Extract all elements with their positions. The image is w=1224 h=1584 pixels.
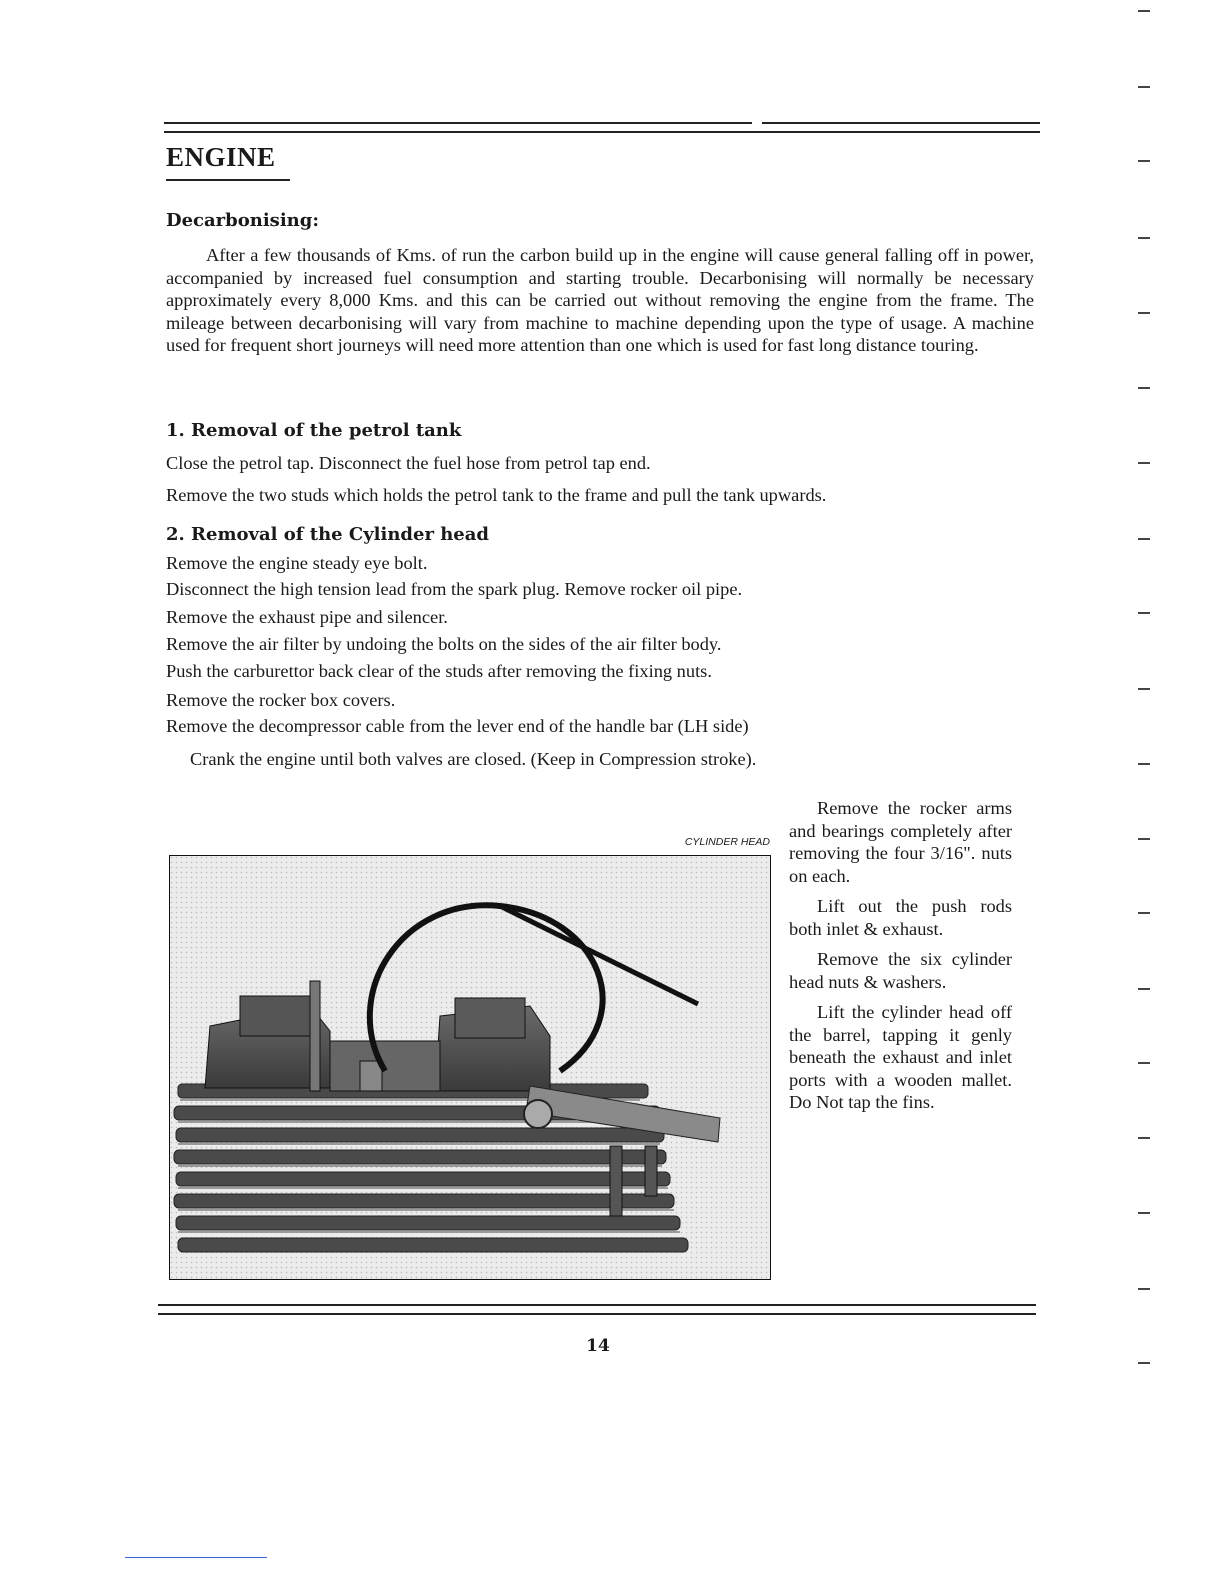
decarbonising-paragraph: After a few thousands of Kms. of run the carbon build up in the engine will cause general falling off in power, accompanied by increased fuel consumption and starting trouble. Decarbonising will normally be necessary approximately every 8,000 Kms. and this can be carried out without removing the engine from the frame. The mileage between decarbonising will vary from machine to machine depending upon the type of usage. A machine used for frequent short journeys will need more attention than one which is used for fast long distance touring. xyxy=(166,245,1034,356)
scan-edge-mark xyxy=(1138,838,1150,840)
scan-edge-mark xyxy=(1138,387,1150,389)
step2-line: Crank the engine until both valves are closed. (Keep in Compression stroke). xyxy=(190,749,757,769)
header-rule-top xyxy=(164,122,752,124)
cylinder-head-photo-icon xyxy=(170,856,770,1279)
header-rule-bottom xyxy=(164,131,1040,133)
scan-edge-mark xyxy=(1138,237,1150,239)
scan-edge-mark xyxy=(1138,763,1150,765)
header-rule-top-right xyxy=(762,122,1040,124)
step2-line: Disconnect the high tension lead from the spark plug. Remove rocker oil pipe. xyxy=(166,579,743,599)
scan-edge-mark xyxy=(1138,612,1150,614)
figure-caption: CYLINDER HEAD xyxy=(684,836,770,848)
side-paragraph: Lift the cylinder head off the barrel, tapping it genly beneath the exhaust and inlet ports with a wooden mallet. Do Not tap the fins. xyxy=(789,1002,1012,1112)
step1-line: Close the petrol tap. Disconnect the fuel hose from petrol tap end. xyxy=(166,453,651,473)
side-instructions xyxy=(789,797,1012,1122)
scan-edge-mark xyxy=(1138,86,1150,88)
scan-edge-mark xyxy=(1138,988,1150,990)
section-heading-decarbonising: Decarbonising: xyxy=(166,210,319,231)
scan-edge-mark xyxy=(1138,1137,1150,1139)
step2-line: Remove the engine steady eye bolt. xyxy=(166,553,428,573)
scan-edge-mark xyxy=(1138,1362,1150,1364)
step2-line: Remove the air filter by undoing the bolts on the sides of the air filter body. xyxy=(166,634,722,654)
step2-line: Remove the rocker box covers. xyxy=(166,690,396,710)
step2-line: Remove the decompressor cable from the lever end of the handle bar (LH side) xyxy=(166,716,749,736)
cylinder-head-photo xyxy=(169,855,771,1280)
scan-edge-mark xyxy=(1138,538,1150,540)
step2-line: Remove the exhaust pipe and silencer. xyxy=(166,607,448,627)
scan-edge-mark xyxy=(1138,1288,1150,1290)
scan-edge-mark xyxy=(1138,1212,1150,1214)
side-paragraph: Remove the rocker arms and bearings completely after removing the four 3/16". nuts on each. xyxy=(789,798,1012,886)
scan-edge-mark xyxy=(1138,912,1150,914)
step1-heading: 1. Removal of the petrol tank xyxy=(166,420,462,441)
step2-line: Push the carburettor back clear of the studs after removing the fixing nuts. xyxy=(166,661,712,681)
page-title: ENGINE xyxy=(166,142,276,172)
step1-line: Remove the two studs which holds the petrol tank to the frame and pull the tank upwards. xyxy=(166,485,827,505)
scan-edge-mark xyxy=(1138,160,1150,162)
scan-edge-mark xyxy=(1138,10,1150,12)
side-paragraph: Remove the six cylinder head nuts & washers. xyxy=(789,949,1012,992)
footer-rule-bottom xyxy=(158,1313,1036,1315)
scan-edge-mark xyxy=(1138,688,1150,690)
scan-edge-mark xyxy=(1138,462,1150,464)
side-paragraph: Lift out the push rods both inlet & exhaust. xyxy=(789,896,1012,939)
scan-edge-mark xyxy=(1138,312,1150,314)
footer-rule-top xyxy=(158,1304,1036,1306)
title-underline xyxy=(166,179,290,181)
page-number: 14 xyxy=(586,1336,610,1356)
step2-heading: 2. Removal of the Cylinder head xyxy=(166,524,490,545)
scan-edge-mark xyxy=(1138,1062,1150,1064)
scan-edge-line xyxy=(125,1557,267,1558)
